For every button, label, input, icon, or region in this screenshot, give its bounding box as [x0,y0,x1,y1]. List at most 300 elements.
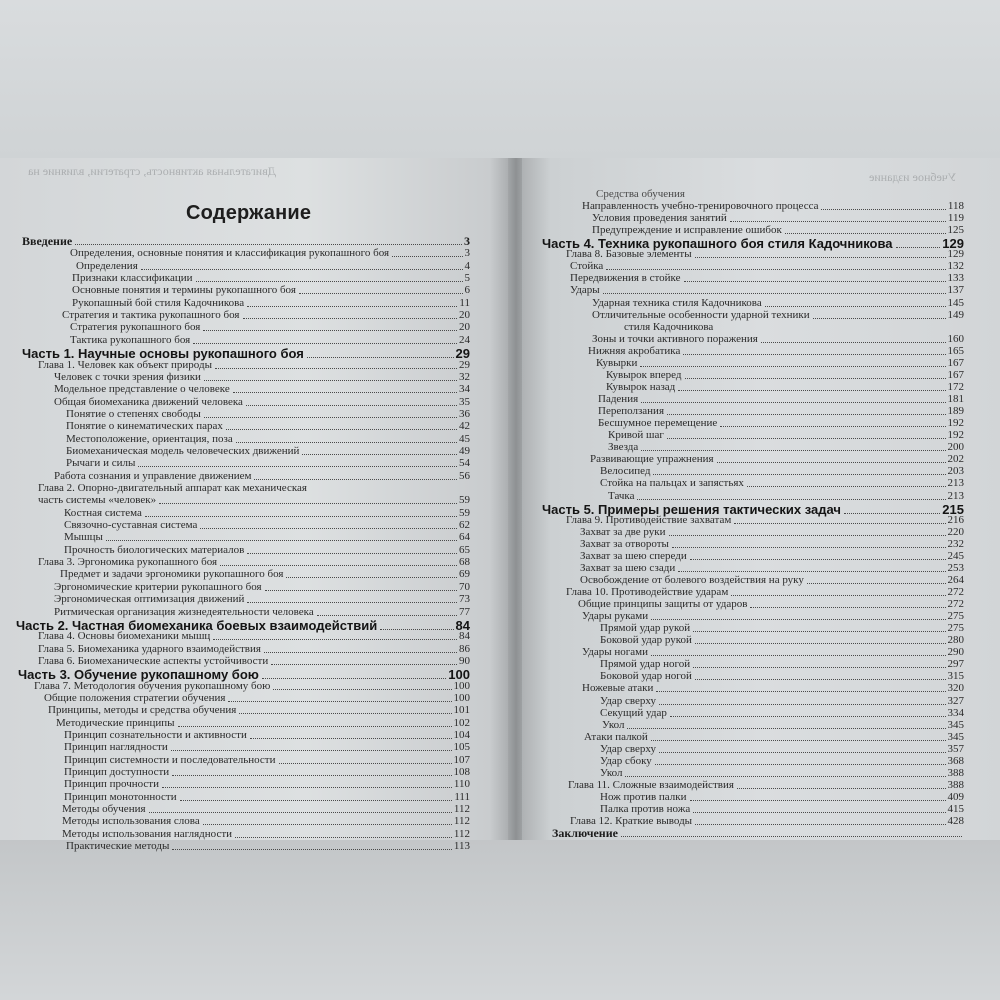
toc-entry-title: Глава 12. Краткие выводы [570,815,693,828]
backdrop-bottom [0,838,1000,1000]
page-title: Содержание [186,202,312,224]
right-toc-entry [596,188,685,201]
dot-leader [720,426,945,427]
left-toc-entry [62,309,470,322]
toc-entry-page-number: 167 [947,356,964,369]
toc-entry-page-number: 428 [947,815,964,828]
right-toc-entry [578,598,964,611]
toc-entry-page-number: 34 [459,383,470,396]
dot-leader [172,775,451,776]
toc-entry-page-number: 5 [464,272,470,285]
right-toc-entry [598,393,964,406]
dot-leader [651,655,946,656]
dot-leader [265,590,457,591]
dot-leader [653,474,945,475]
toc-entry-page-number: 125 [947,224,964,237]
right-page [522,158,1000,840]
toc-entry-page-number: 388 [947,766,964,779]
dot-leader [667,438,946,439]
dot-leader [785,233,946,234]
dot-leader [690,800,946,801]
toc-entry-title: Атаки палкой [584,730,648,743]
dot-leader [204,417,457,418]
toc-entry-title: Принцип монотонности [64,790,177,803]
dot-leader [228,701,451,702]
right-toc-entry [600,803,964,816]
dot-leader [299,293,463,294]
dot-leader [235,837,452,838]
left-toc-entry [66,457,470,470]
dot-leader [193,343,457,344]
dot-leader [621,836,962,837]
toc-entry-page-number: 409 [947,791,964,803]
toc-entry-title: Палка против ножа [600,803,691,816]
toc-entry-title: Направленность учебно-тренировочного процесса [582,200,819,213]
toc-entry-page-number: 192 [947,417,964,430]
dot-leader [684,281,946,282]
toc-entry-page-number: 275 [947,622,964,635]
toc-entry-title: Принципы, методы и средства обучения [48,704,237,717]
toc-entry-title: Рукопашный бой стиля Кадочникова [72,296,245,309]
dot-leader [149,812,452,813]
toc-entry-title: Общие положения стратегии обучения [44,691,226,704]
toc-entry-page-number: 49 [459,444,470,457]
toc-entry-title: Развивающие упражнения [590,453,714,466]
toc-entry-title: Общая биомеханика движений человека [54,395,243,408]
toc-entry-title: Предупреждение и исправление ошибок [592,224,782,237]
left-toc-entry [38,655,470,668]
toc-entry-page-number: 42 [459,420,470,433]
toc-entry-page-number: 345 [947,730,964,743]
dot-leader [695,824,945,825]
toc-entry-title: Методы обучения [62,803,146,816]
toc-entry-page-number: 388 [947,778,964,791]
right-toc-entry [600,755,964,768]
right-toc-entry [582,646,964,659]
toc-entry-title: Нижняя акробатика [588,344,681,357]
dot-leader [667,414,946,415]
right-toc-entry [606,369,964,382]
toc-entry-page-number: 119 [947,212,964,225]
dot-leader [683,354,945,355]
dot-leader [655,764,946,765]
left-toc-entry [54,371,470,384]
toc-entry-page-number: 77 [459,605,470,618]
dot-leader [106,540,457,541]
dot-leader [159,503,457,504]
dot-leader [695,643,946,644]
dot-leader [178,726,452,727]
toc-entry-title: Принцип системности и последовательности [64,753,276,766]
toc-entry-page-number: 203 [947,465,964,478]
toc-entry-title: Кувырки [596,356,638,369]
toc-entry-page-number: 334 [947,706,964,719]
dot-leader [271,664,457,665]
toc-entry-page-number: 62 [459,519,470,532]
toc-entry-page-number: 86 [459,642,470,655]
toc-entry-title: Признаки классификации [72,272,193,285]
right-toc-entry [580,550,964,563]
right-toc-entry [600,670,964,683]
toc-entry-title: Эргономическая оптимизация движений [54,593,245,606]
left-toc-entry [66,445,470,458]
toc-entry-page-number: 56 [459,469,470,482]
left-toc-entry [56,717,470,730]
toc-entry-page-number: 315 [947,670,964,683]
left-toc-entry [72,272,470,285]
toc-entry-title: Кувырок назад [606,380,676,393]
toc-entry-title: Часть 4. Техника рукопашного боя стиля Кадочникова [542,236,893,252]
left-toc-entry [64,741,470,754]
toc-entry-page-number: 415 [947,803,964,816]
toc-entry-title: Определения [76,259,138,272]
right-toc-entry [592,224,964,237]
toc-entry-title: Глава 7. Методология обучения рукопашному бою [34,679,271,692]
toc-entry-title: Часть 2. Частная биомеханика боевых взаимодействий [16,617,378,633]
left-toc-entry [62,803,470,816]
toc-entry-page-number: 110 [453,778,470,791]
left-toc-entry [22,235,470,248]
toc-entry-title: Определения, основные понятия и классификация рукопашного боя [70,247,390,260]
dot-leader [693,812,945,813]
toc-entry-page-number: 275 [947,610,964,623]
toc-entry-page-number: 160 [947,332,964,345]
dot-leader [731,595,945,596]
right-toc-entry [566,586,964,599]
toc-entry-page-number: 272 [947,598,964,611]
left-toc-entry [64,519,470,532]
toc-entry-title: Ножевые атаки [582,682,654,695]
dot-leader [606,269,945,270]
dot-leader [651,619,945,620]
dot-leader [196,281,463,282]
toc-entry-title: Прочность биологических материалов [64,543,245,556]
dot-leader [180,800,453,801]
dot-leader [145,516,457,517]
right-toc-entry [582,610,964,623]
dot-leader [695,679,946,680]
toc-entry-title: Часть 1. Научные основы рукопашного боя [22,346,304,362]
left-toc-entry [64,754,470,767]
right-toc-entry [624,321,713,334]
toc-entry-title: Практические методы [66,840,170,853]
toc-entry-title: Стратегия рукопашного боя [70,321,201,334]
toc-entry-page-number: 104 [453,729,470,741]
right-toc-entry [570,272,964,285]
toc-entry-title: Глава 1. Человек как объект природы [38,358,212,371]
dot-leader [250,738,452,739]
toc-entry-page-number: 6 [464,284,470,297]
dot-leader [761,342,946,343]
right-toc-entry [580,538,964,551]
toc-entry-title: Зоны и точки активного поражения [592,332,758,345]
toc-entry-page-number: 65 [459,543,470,556]
toc-entry-title: Методы использования наглядности [62,827,233,840]
right-toc-entry [580,574,964,587]
dot-leader [203,330,457,331]
toc-entry-page-number: 112 [453,827,470,840]
toc-entry-title: часть системы «человек» [38,494,157,507]
toc-entry-title: Удары ногами [582,646,648,659]
dot-leader [226,429,457,430]
left-toc-entry [64,729,470,742]
dot-leader [821,209,945,210]
toc-entry-page-number: 29 [459,358,470,371]
dot-leader [233,392,457,393]
toc-entry-page-number: 118 [947,200,964,213]
toc-entry-page-number: 137 [947,284,964,297]
right-toc-entry [600,658,964,671]
toc-entry-title: Прямой удар рукой [600,622,691,635]
toc-entry-page-number: 167 [947,368,964,381]
dot-leader [273,689,451,690]
toc-entry-page-number: 181 [947,393,964,406]
toc-entry-page-number: 101 [453,704,470,717]
toc-entry-title: Боковой удар ногой [600,670,692,683]
toc-entry-title: Понятие о кинематических парах [66,420,223,433]
left-toc-entry [34,680,470,693]
toc-entry-title: Принцип наглядности [64,741,168,754]
toc-entry-page-number: 172 [947,380,964,393]
toc-entry-title: Принцип сознательности и активности [64,729,247,741]
toc-entry-page-number: 32 [459,370,470,383]
dot-leader [220,565,457,566]
toc-entry-page-number: 297 [947,658,964,671]
right-toc-entry [580,526,964,539]
dot-leader [641,450,945,451]
toc-entry-title: Тачка [608,489,635,502]
toc-entry-title: Звезда [608,441,639,454]
dot-leader [637,499,945,500]
toc-entry-page-number: 165 [947,344,964,357]
left-toc-entry [54,383,470,396]
right-toc-entry [584,731,964,744]
left-toc-entry [62,828,470,841]
toc-entry-title: Стойка [570,260,604,273]
dot-leader [286,577,457,578]
left-page [0,158,510,853]
right-toc-entry [600,767,964,780]
dot-leader [247,306,457,307]
left-toc-entry [54,606,470,619]
toc-entry-title: Работа сознания и управление движением [54,469,252,482]
toc-entry-title: Переползания [598,405,664,418]
right-toc-entry [588,345,964,358]
left-toc-entry [38,556,470,569]
left-toc-entry [72,284,470,297]
right-toc-entry [600,622,964,635]
toc-entry-page-number: 264 [947,573,964,586]
toc-entry-title: Предмет и задачи эргономики рукопашного боя [60,568,284,581]
toc-entry-title: Захват за шею спереди [580,549,687,562]
dot-leader [254,479,457,480]
dot-leader [678,571,945,572]
dot-leader [750,607,945,608]
dot-leader [670,716,946,717]
toc-entry-title: Общие принципы защиты от ударов [578,598,748,611]
dot-leader [747,486,946,487]
dot-leader [627,728,945,729]
right-toc-entry [600,477,964,490]
toc-entry-page-number: 108 [453,766,470,779]
toc-entry-page-number: 36 [459,407,470,420]
dot-leader [603,293,946,294]
dot-leader [264,652,457,653]
toc-entry-page-number: 216 [947,513,964,526]
toc-entry-title: Удар сверху [600,694,656,707]
right-toc-entry [608,441,964,454]
toc-entry-page-number: 202 [947,453,964,466]
left-toc-entry [38,643,470,656]
left-toc-entry [38,630,470,643]
toc-entry-title: Связочно-суставная система [64,519,198,532]
left-toc-entry [62,815,470,828]
toc-entry-title: Глава 4. Основы биомеханики мышц [38,630,211,643]
left-toc-entry [64,778,470,791]
toc-entry-title: стиля Кадочникова [624,320,714,333]
dot-leader [672,547,946,548]
toc-entry-page-number: 69 [459,568,470,581]
toc-entry-title: Ритмическая организация жизнедеятельности человека [54,605,314,618]
left-toc-entry [44,692,470,705]
dot-leader [625,776,945,777]
left-toc-entry [66,433,470,446]
toc-entry-page-number: 3 [464,247,470,260]
dot-leader [659,752,946,753]
right-toc-entry [570,260,964,273]
toc-entry-page-number: 357 [947,742,964,755]
toc-entry-title: Условия проведения занятий [592,212,727,225]
toc-entry-title: Принцип прочности [64,778,159,791]
toc-entry-page-number: 112 [453,803,470,816]
dot-leader [236,442,457,443]
toc-entry-page-number: 215 [942,501,964,517]
dot-leader [247,602,457,603]
toc-entry-title: Человек с точки зрения физики [54,370,201,383]
dot-leader [693,667,945,668]
right-toc-entry [568,779,964,792]
right-toc-entry [592,309,964,322]
toc-entry-title: Удар сверху [600,742,656,755]
toc-entry-title: Отличительные особенности ударной техники [592,308,810,321]
toc-entry-page-number: 220 [947,525,964,538]
toc-entry-title: Глава 6. Биомеханические аспекты устойчивости [38,654,269,667]
toc-entry-title: Средства обучения [596,188,685,200]
left-toc-entry [38,359,470,372]
toc-entry-title: Боковой удар рукой [600,634,692,647]
left-toc-entry [54,593,470,606]
toc-entry-page-number: 20 [459,309,470,322]
left-toc-entry [64,507,470,520]
toc-entry-title: Ударная техника стиля Кадочникова [592,296,762,309]
toc-entry-title: Стойка на пальцах и запястьях [600,477,744,490]
dot-leader [247,553,457,554]
left-toc-entry [54,470,470,483]
toc-entry-page-number: 59 [459,506,470,519]
toc-entry-page-number: 320 [947,682,964,695]
left-toc-entry [38,494,470,507]
toc-entry-title: Падения [598,393,639,406]
toc-entry-page-number: 192 [947,429,964,442]
toc-entry-title: Эргономические критерии рукопашного боя [54,580,262,593]
toc-entry-page-number: 100 [448,667,470,683]
left-toc-entry [64,791,470,804]
left-toc-entry [64,544,470,557]
toc-entry-page-number: 245 [947,549,964,562]
right-page-bleed-text: Учебное издание [868,170,956,184]
toc-entry-title: Нож против палки [600,791,687,803]
dot-leader [279,763,452,764]
toc-entry-page-number: 132 [947,260,964,273]
dot-leader [239,713,451,714]
toc-entry-page-number: 345 [947,718,964,731]
toc-entry-page-number: 4 [464,259,470,272]
toc-entry-page-number: 73 [459,593,470,606]
toc-entry-page-number: 129 [947,248,964,261]
dot-leader [75,244,462,245]
toc-entry-title: Часть 3. Обучение рукопашному бою [18,667,259,683]
dot-leader [138,466,457,467]
left-toc-entry [64,766,470,779]
toc-entry-page-number: 68 [459,556,470,569]
toc-entry-title: Методические принципы [56,716,175,729]
dot-leader [737,788,946,789]
dot-leader [669,535,946,536]
toc-entry-title: Понятие о степенях свободы [66,407,201,420]
right-toc-entry [570,284,964,297]
toc-entry-title: Принцип доступности [64,766,170,779]
toc-entry-title: Удар сбоку [600,754,652,767]
toc-entry-page-number: 84 [455,617,470,633]
right-toc-entry [598,417,964,430]
dot-leader [695,257,946,258]
toc-entry-page-number: 11 [459,296,470,309]
toc-entry-title: Местоположение, ориентация, поза [66,432,233,445]
toc-entry-page-number: 290 [947,646,964,659]
toc-entry-page-number: 35 [459,395,470,408]
toc-entry-page-number: 112 [453,815,470,828]
toc-entry-page-number: 24 [459,333,470,346]
dot-leader [765,306,946,307]
toc-entry-title: Освобождение от болевого воздействия на руку [580,573,804,586]
right-toc-entry [600,743,964,756]
left-toc-entry [66,840,470,853]
dot-leader [693,631,945,632]
right-toc-entry [602,719,964,732]
right-toc-entry [596,357,964,370]
dot-leader [734,523,945,524]
toc-entry-page-number: 113 [453,840,470,853]
toc-entry-page-number: 327 [947,694,964,707]
toc-entry-title: Часть 5. Примеры решения тактических задач [542,501,841,517]
right-toc-entry [570,815,964,828]
left-toc-entry [76,260,470,273]
dot-leader [813,318,946,319]
left-toc-entry [64,531,470,544]
toc-entry-title: Укол [602,718,625,731]
left-toc-entry [38,482,307,495]
dot-leader [171,750,452,751]
toc-entry-title: Велосипед [600,465,651,478]
dot-leader [392,256,462,257]
dot-leader [200,528,457,529]
toc-entry-title: Прямой удар ногой [600,658,691,671]
toc-entry-page-number: 29 [455,346,470,362]
toc-entry-title: Захват за отвороты [580,537,669,550]
right-toc-entry [582,682,964,695]
toc-entry-page-number: 149 [947,308,964,321]
toc-entry-title: Передвижения в стойке [570,272,681,285]
